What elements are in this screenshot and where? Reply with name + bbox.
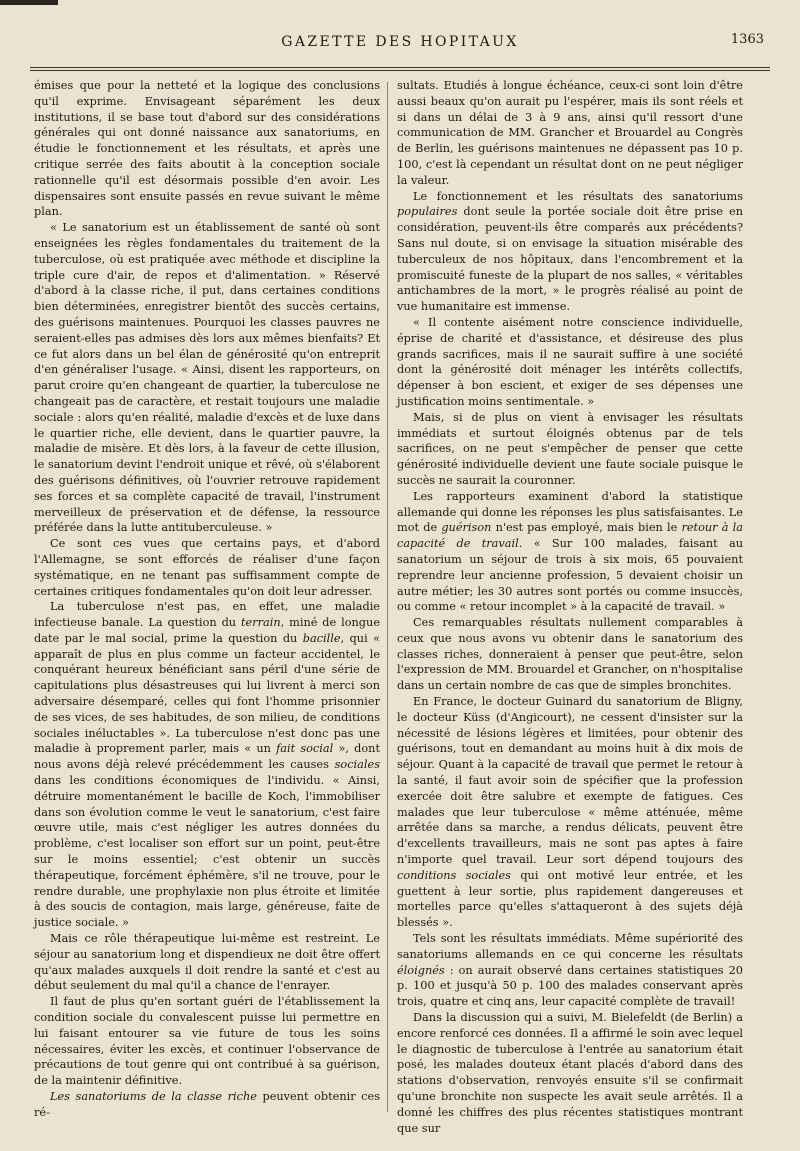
italic-text: terrain <box>240 616 281 630</box>
text-run: Tels sont les résultats immédiats. Même supériorité des sanatoriums allemands en ce qui concerne les résultats <box>397 932 743 961</box>
text-run: Il faut de plus qu'en sortant guéri de l'établissement la condition sociale du convalescent puisse lui permettre en lui faisant entourer sa vie future de tous les soins nécessaires, éviter les excès, et continuer l'observance de précautions de tout genre qui ont contribué à sa guérison, de la maintenir définitive. <box>34 995 380 1088</box>
journal-title: GAZETTE DES HOPITAUX <box>281 34 519 50</box>
text-run: qui ont motivé leur entrée, et les guettent à leur sortie, plus rapidement dangereuses et mortelles parce qu'elles s'attaqueront à des sujets déjà blessés ». <box>397 868 743 930</box>
column-divider <box>387 82 388 1112</box>
text-column-left <box>34 78 380 1121</box>
text-run: Le fonctionnement et les résultats des sanatoriums <box>413 189 743 203</box>
italic-text: retour à la capacité de travail <box>397 521 744 551</box>
paragraph <box>397 615 743 694</box>
italic-text: guérison <box>441 521 492 535</box>
paragraph <box>397 931 743 1010</box>
italic-text: conditions sociales <box>397 868 511 882</box>
text-run: Ces remarquables résultats nullement comparables à ceux que nous avons vu obtenir dans le sanatorium des classes riches, donneraient à penser que peut-être, selon l'expression de MM. Brouardel et Grancher, on n'hospitalise dans un certain nombre de cas que de simples bronchites. <box>397 616 743 693</box>
text-run: émises que pour la netteté et la logique des conclusions qu'il exprime. Envisageant séparément les deux institutions, il se base tout d'abord sur des considérations générales qui ont donné naissance aux sanatoriums, en étudie le fonctionnement et les résultats, et après une critique serrée des faits aboutit à la conception sociale rationnelle qu'il est désormais possible d'en avoir. Les dispensaires sont ensuite passés en revue suivant le même plan. <box>34 79 380 219</box>
paragraph <box>34 599 380 931</box>
paragraph <box>397 694 743 931</box>
text-run: : on aurait observé dans certaines statistiques 20 p. 100 et jusqu'à 50 p. 100 des malades conservant après trois, quatre et cinq ans, leur capacité complète de travail! <box>397 963 743 1009</box>
header-double-rule <box>30 67 770 71</box>
italic-text: fait social <box>276 742 334 756</box>
paragraph <box>34 994 380 1089</box>
text-run: Mais, si de plus on vient à envisager les résultats immédiats et surtout éloignés obtenus par de tels sacrifices, on ne peut s'empêcher de penser que cette générosité individuelle devient une faute sociale puisque le succès ne saurait la couronner. <box>397 410 743 487</box>
text-run: . « Sur 100 malades, faisant au sanatorium un séjour de trois à six mois, 65 pouvaient reprendre leur ancienne profession, 5 devaient choisir un autre métier; les 30 autres sont portés ou comme insuccès, ou comme « retour incomplet » à la capacité de travail. » <box>397 537 744 614</box>
text-run: n'est pas employé, mais bien le <box>491 521 682 535</box>
paragraph <box>397 315 743 410</box>
text-run: dont seule la portée sociale doit être prise en considération, peuvent-ils être comparés aux précédents? Sans nul doute, si on envisage la situation misérable des tuberculeux de nos hôpitaux, dans l'encombrement et la promiscuité funeste de la plupart de nos salles, « véritables antichambres de la mort, » le progrès réalisé au point de vue humanitaire est immense. <box>397 205 743 314</box>
text-run: « Il contente aisément notre conscience individuelle, éprise de charité et d'assistance, et désireuse des plus grands sacrifices, mais il ne saurait suffire à une société dont la générosité doit ménager les intérêts collectifs, dépenser à bon escient, et exiger de ses dépenses une justification moins sentimentale. » <box>397 315 743 408</box>
text-run: , qui « apparaît de plus en plus comme un facteur accidentel, le conquérant heureux bénéficiant sans péril d'une série de capitulations plus désastreuses qui lui livrent à merci son adversaire désemparé, celles qui font l'homme prisonnier de ses vices, de ses habitudes, de son milieu, de conditions sociales inéluctables ». La tuberculose n'est donc pas une maladie à proprement parler, mais « un <box>34 631 380 756</box>
page-number: 1363 <box>730 32 764 47</box>
paragraph <box>34 220 380 536</box>
text-run: Ce sont ces vues que certains pays, et d'abord l'Allemagne, se sont efforcés de réaliser d'une façon systématique, en ne tenant pas suffisamment compte de certaines critiques fondamentales qu'on doit leur adresser. <box>34 537 380 598</box>
text-run: Mais ce rôle thérapeutique lui-même est restreint. Le séjour au sanatorium long et dispendieux ne doit être offert qu'aux malades auxquels il doit rendre la santé et c'est au début seulement du mal qu'il a chance de l'enrayer. <box>34 932 380 993</box>
paragraph <box>397 78 743 189</box>
text-run: , miné de longue date par le mal social, prime la question du <box>34 616 380 645</box>
running-head <box>30 26 770 54</box>
header-rule-bottom <box>30 70 770 71</box>
italic-text: Les sanatoriums de la classe riche <box>50 1090 257 1103</box>
header-rule-top <box>30 67 770 68</box>
paragraph <box>34 78 380 220</box>
italic-text: populaires <box>397 205 458 219</box>
paragraph <box>397 489 743 615</box>
text-run: », dont nous avons déjà relevé précédemment les causes <box>34 742 380 772</box>
italic-text: sociales <box>334 758 380 772</box>
paragraph <box>397 189 743 315</box>
text-run: La tuberculose n'est pas, en effet, une maladie infectieuse banale. La question du <box>34 600 380 630</box>
text-run: sultats. Etudiés à longue échéance, ceux-ci sont loin d'être aussi beaux qu'on aurait pu l'espérer, mais ils sont réels et si dans un délai de 3 à 9 ans, ainsi qu'il ressort d'une communication de MM. Grancher et Brouardel au Congrès de Berlin, les guérisons maintenues ne dépassent pas 10 p. 100, c'est là cependant un résultat dont on ne peut négliger la valeur. <box>397 79 743 187</box>
text-run: En France, le docteur Guinard du sanatorium de Bligny, le docteur Küss (d'Angicourt), ne cessent d'insister sur la nécessité de lésions légères et limitées, pour obtenir des guérisons, tout en demandant au moins huit à dix mois de séjour. Quant à la capacité de travail que permet le retour à la santé, il faut avoir soin de spécifier que la profession exercée doit être salubre et exempte de fatigues. Ces malades que leur tuberculose « même atténuée, même arrêtée dans sa marche, a rendus délicats, peuvent être d'excellents travailleurs, mais ne sont pas aptes à faire n'importe quel travail. Leur sort dépend toujours des <box>397 695 743 867</box>
text-run: peuvent obtenir ces ré- <box>34 1090 380 1119</box>
italic-text: éloignés <box>397 963 445 977</box>
text-run: Les rapporteurs examinent d'abord la statistique allemande qui donne les réponses les plus satisfaisantes. Le mot de <box>397 489 743 535</box>
text-run: Dans la discussion qui a suivi, M. Bielefeldt (de Berlin) a encore renforcé ces données. Il a affirmé le soin avec lequel le diagnostic de tuberculose à l'entrée au sanatorium était posé, les malades douteux étant placés d'abord dans des stations d'observation, renvoyés ensuite s'il se confirmait qu'une bronchite non suspecte les avait seule arrêtés. Il a donné les chiffres des plus récentes statistiques montrant que sur <box>397 1011 743 1135</box>
paragraph <box>34 536 380 599</box>
text-run: dans les conditions économiques de l'individu. « Ainsi, détruire momentanément le bacille de Koch, l'immobiliser dans son évolution comme le veut le sanatorium, c'est faire œuvre utile, mais c'est négliger les autres données du problème, c'est localiser son effort sur un point, peut-être sur le moins essentiel; c'est obtenir un succès thérapeutique, forcément éphémère, s'il ne trouve, pour le rendre durable, une prophylaxie non plus étroite et limitée à des soucis de contagion, mais large, généreuse, faite de justice sociale. » <box>34 774 380 930</box>
corner-ink-mark <box>0 0 58 5</box>
paragraph <box>34 931 380 994</box>
text-column-right <box>397 78 743 1136</box>
text-run: « Le sanatorium est un établissement de santé où sont enseignées les règles fondamentales du traitement de la tuberculose, où est pratiquée avec méthode et discipline la triple cure d'air, de repos et d'alimentation. » Réservé d'abord à la classe riche, il put, dans certaines conditions bien déterminées, enregistrer bientôt des succès certains, des guérisons maintenues. Pourquoi les classes pauvres ne seraient-elles pas admises dès lors aux mêmes bienfaits? Et ce fut alors dans un bel élan de générosité qu'on entreprit d'en généraliser l'usage. « Ainsi, disent les rapporteurs, on parut croire qu'en changeant de quartier, la tuberculose ne changeait pas de caractère, et restait toujours une maladie sociale : alors qu'en réalité, maladie d'excès et de luxe dans le quartier riche, elle devient, dans le quartier pauvre, la maladie de misère. Et dès lors, à la faveur de cette illusion, le sanatorium devint l'endroit unique et rêvé, où s'élaborent des guérisons définitives, où l'ouvrier retrouve rapidement ses forces et sa complète capacité de travail, l'instrument merveilleux de préservation et de défense, la ressource préférée dans la lutte antituberculeuse. » <box>34 221 380 535</box>
paragraph <box>397 1010 743 1136</box>
italic-text: bacille <box>302 631 341 645</box>
paragraph <box>34 1089 380 1121</box>
paragraph <box>397 410 743 489</box>
